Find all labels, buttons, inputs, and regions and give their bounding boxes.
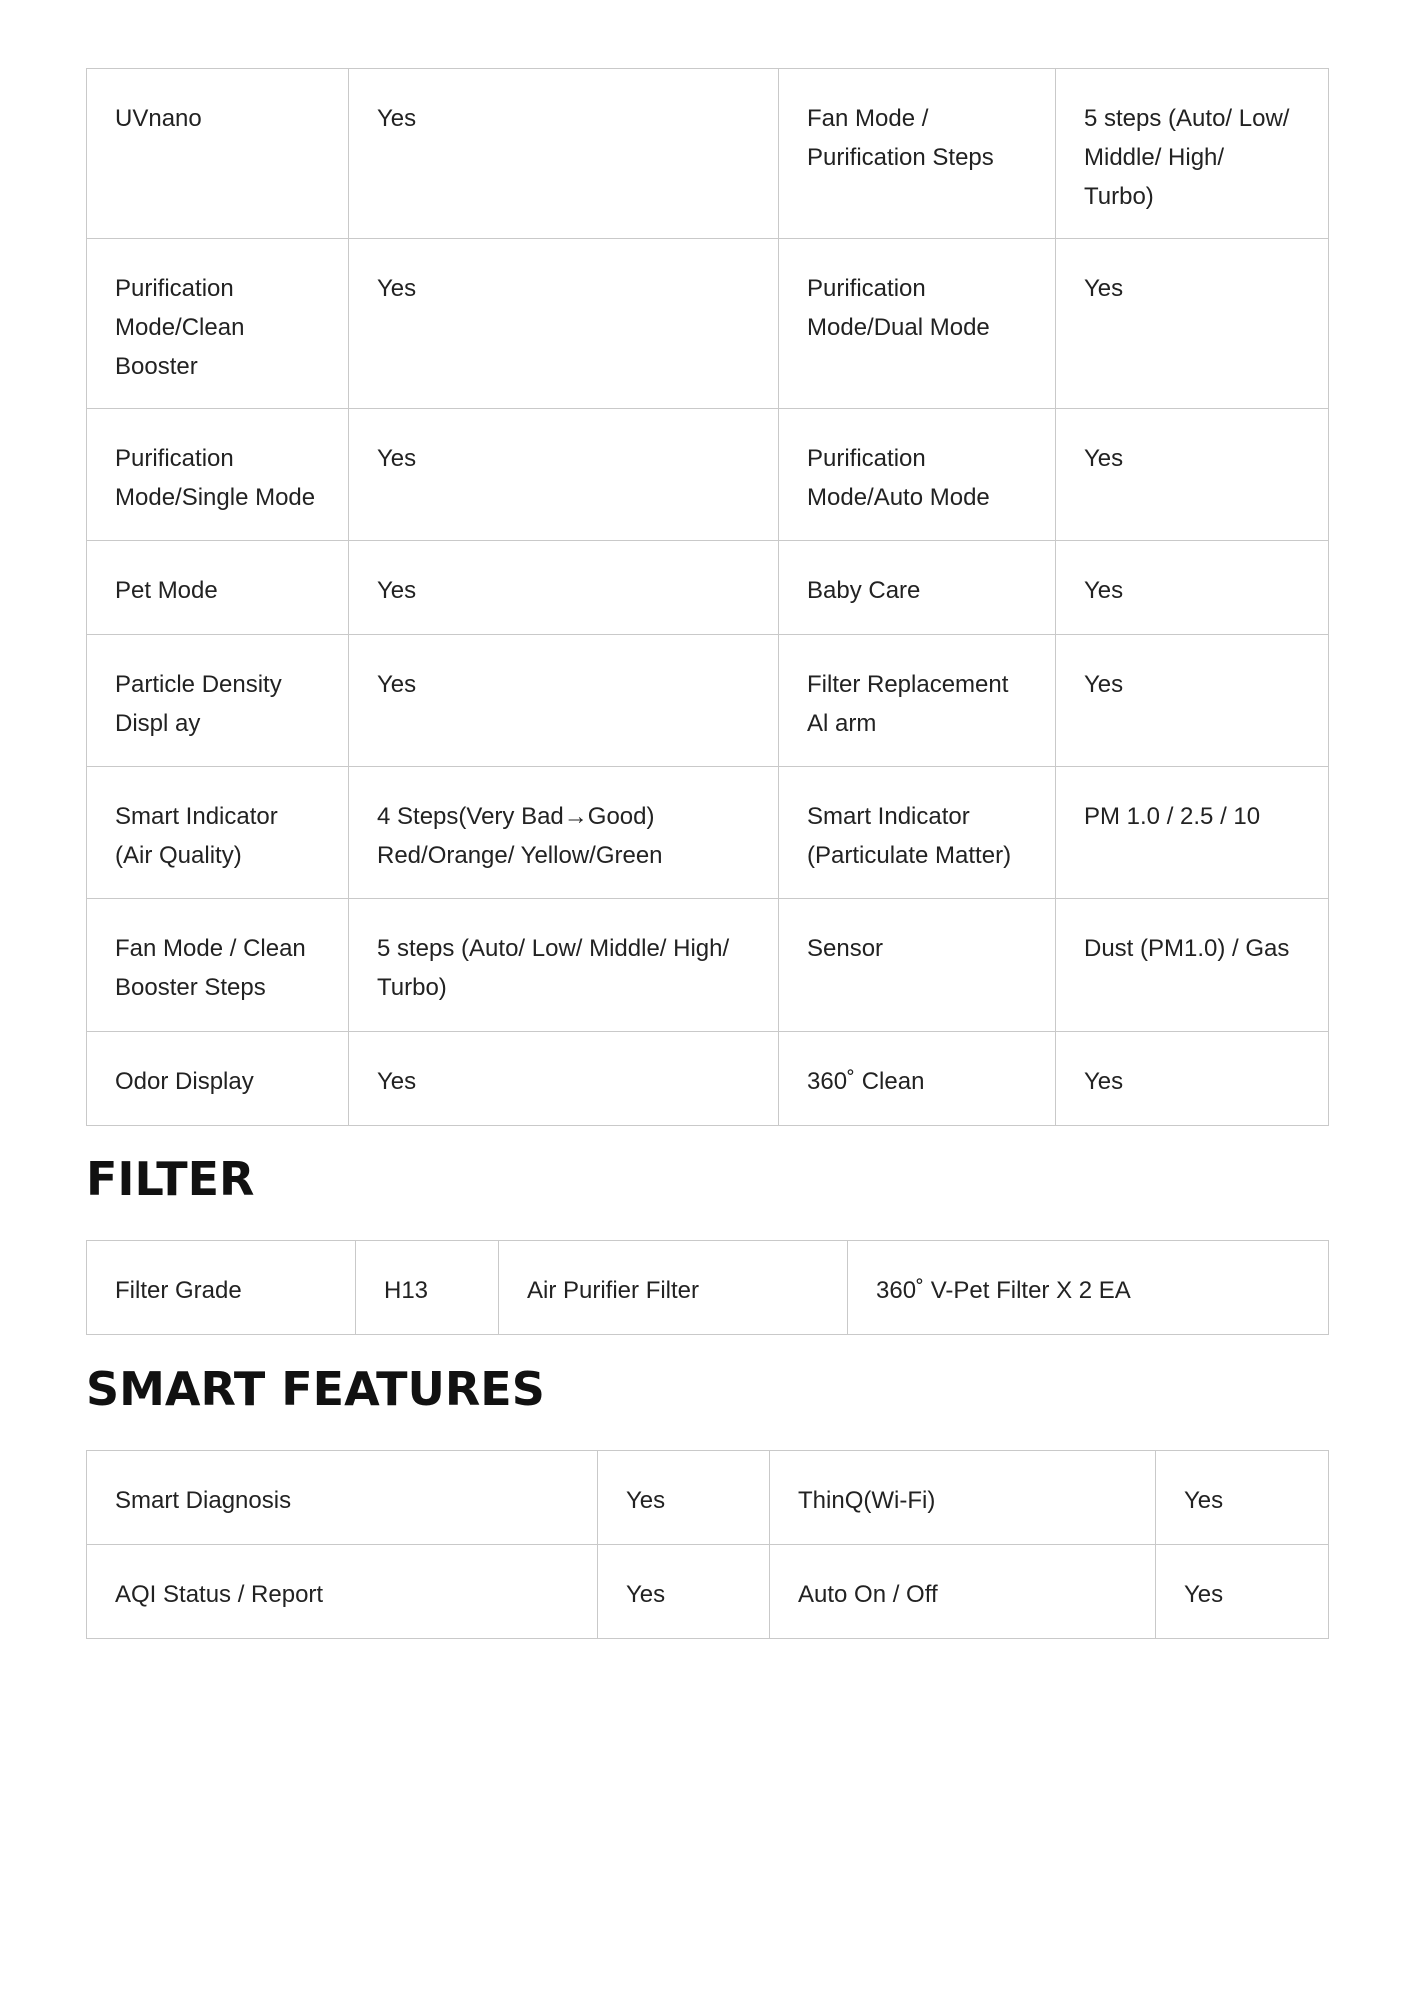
spec-label: Pet Mode [87, 541, 349, 635]
table-row [87, 1545, 1329, 1639]
feature-label: ThinQ(Wi-Fi) [770, 1451, 1156, 1545]
spec-label: Sensor [779, 899, 1056, 1032]
filter-section-title: FILTER [86, 1152, 255, 1206]
spec-label: Purification Mode/Single Mode [87, 409, 349, 541]
table-row [87, 1451, 1329, 1545]
feature-label: Smart Diagnosis [87, 1451, 598, 1545]
feature-value: Yes [598, 1545, 770, 1639]
table-row [87, 1241, 1329, 1335]
smart-features-section-title: SMART FEATURES [86, 1362, 545, 1416]
filter-label: Air Purifier Filter [499, 1241, 848, 1335]
smart-features-table [86, 1450, 1329, 1639]
spec-label: Smart Indicator (Particulate Matter) [779, 767, 1056, 899]
spec-value: 5 steps (Auto/ Low/ Middle/ High/ Turbo) [1056, 69, 1329, 239]
feature-value: Yes [1156, 1545, 1329, 1639]
table-row [87, 899, 1329, 1032]
spec-table [86, 68, 1329, 1126]
spec-label: UVnano [87, 69, 349, 239]
table-row [87, 409, 1329, 541]
table-row [87, 767, 1329, 899]
spec-label: 360˚ Clean [779, 1032, 1056, 1126]
spec-label: Particle Density Displ ay [87, 635, 349, 767]
spec-value: 5 steps (Auto/ Low/ Middle/ High/ Turbo) [349, 899, 779, 1032]
spec-label: Purification Mode/Auto Mode [779, 409, 1056, 541]
table-row [87, 239, 1329, 409]
spec-value: Yes [349, 635, 779, 767]
spec-value: Yes [349, 239, 779, 409]
spec-label: Filter Replacement Al arm [779, 635, 1056, 767]
spec-label: Fan Mode / Purification Steps [779, 69, 1056, 239]
spec-label: Purification Mode/Clean Booster [87, 239, 349, 409]
spec-value: Yes [349, 541, 779, 635]
spec-value: PM 1.0 / 2.5 / 10 [1056, 767, 1329, 899]
spec-label: Smart Indicator (Air Quality) [87, 767, 349, 899]
table-row [87, 69, 1329, 239]
spec-value: Yes [349, 1032, 779, 1126]
filter-value: H13 [356, 1241, 499, 1335]
feature-value: Yes [1156, 1451, 1329, 1545]
table-row [87, 1032, 1329, 1126]
spec-value: Yes [1056, 239, 1329, 409]
feature-label: Auto On / Off [770, 1545, 1156, 1639]
filter-table [86, 1240, 1329, 1335]
feature-value: Yes [598, 1451, 770, 1545]
spec-label: Odor Display [87, 1032, 349, 1126]
spec-value: Yes [1056, 541, 1329, 635]
spec-label: Purification Mode/Dual Mode [779, 239, 1056, 409]
spec-value: Yes [349, 409, 779, 541]
spec-value: Yes [1056, 1032, 1329, 1126]
spec-value: Yes [1056, 635, 1329, 767]
feature-label: AQI Status / Report [87, 1545, 598, 1639]
table-row [87, 541, 1329, 635]
spec-label: Fan Mode / Clean Booster Steps [87, 899, 349, 1032]
spec-value: Yes [349, 69, 779, 239]
table-row [87, 635, 1329, 767]
spec-label: Baby Care [779, 541, 1056, 635]
spec-value: 4 Steps(Very Bad→Good) Red/Orange/ Yellow/Green [349, 767, 779, 899]
filter-label: Filter Grade [87, 1241, 356, 1335]
spec-value: Dust (PM1.0) / Gas [1056, 899, 1329, 1032]
spec-value: Yes [1056, 409, 1329, 541]
filter-value: 360˚ V-Pet Filter X 2 EA [848, 1241, 1329, 1335]
